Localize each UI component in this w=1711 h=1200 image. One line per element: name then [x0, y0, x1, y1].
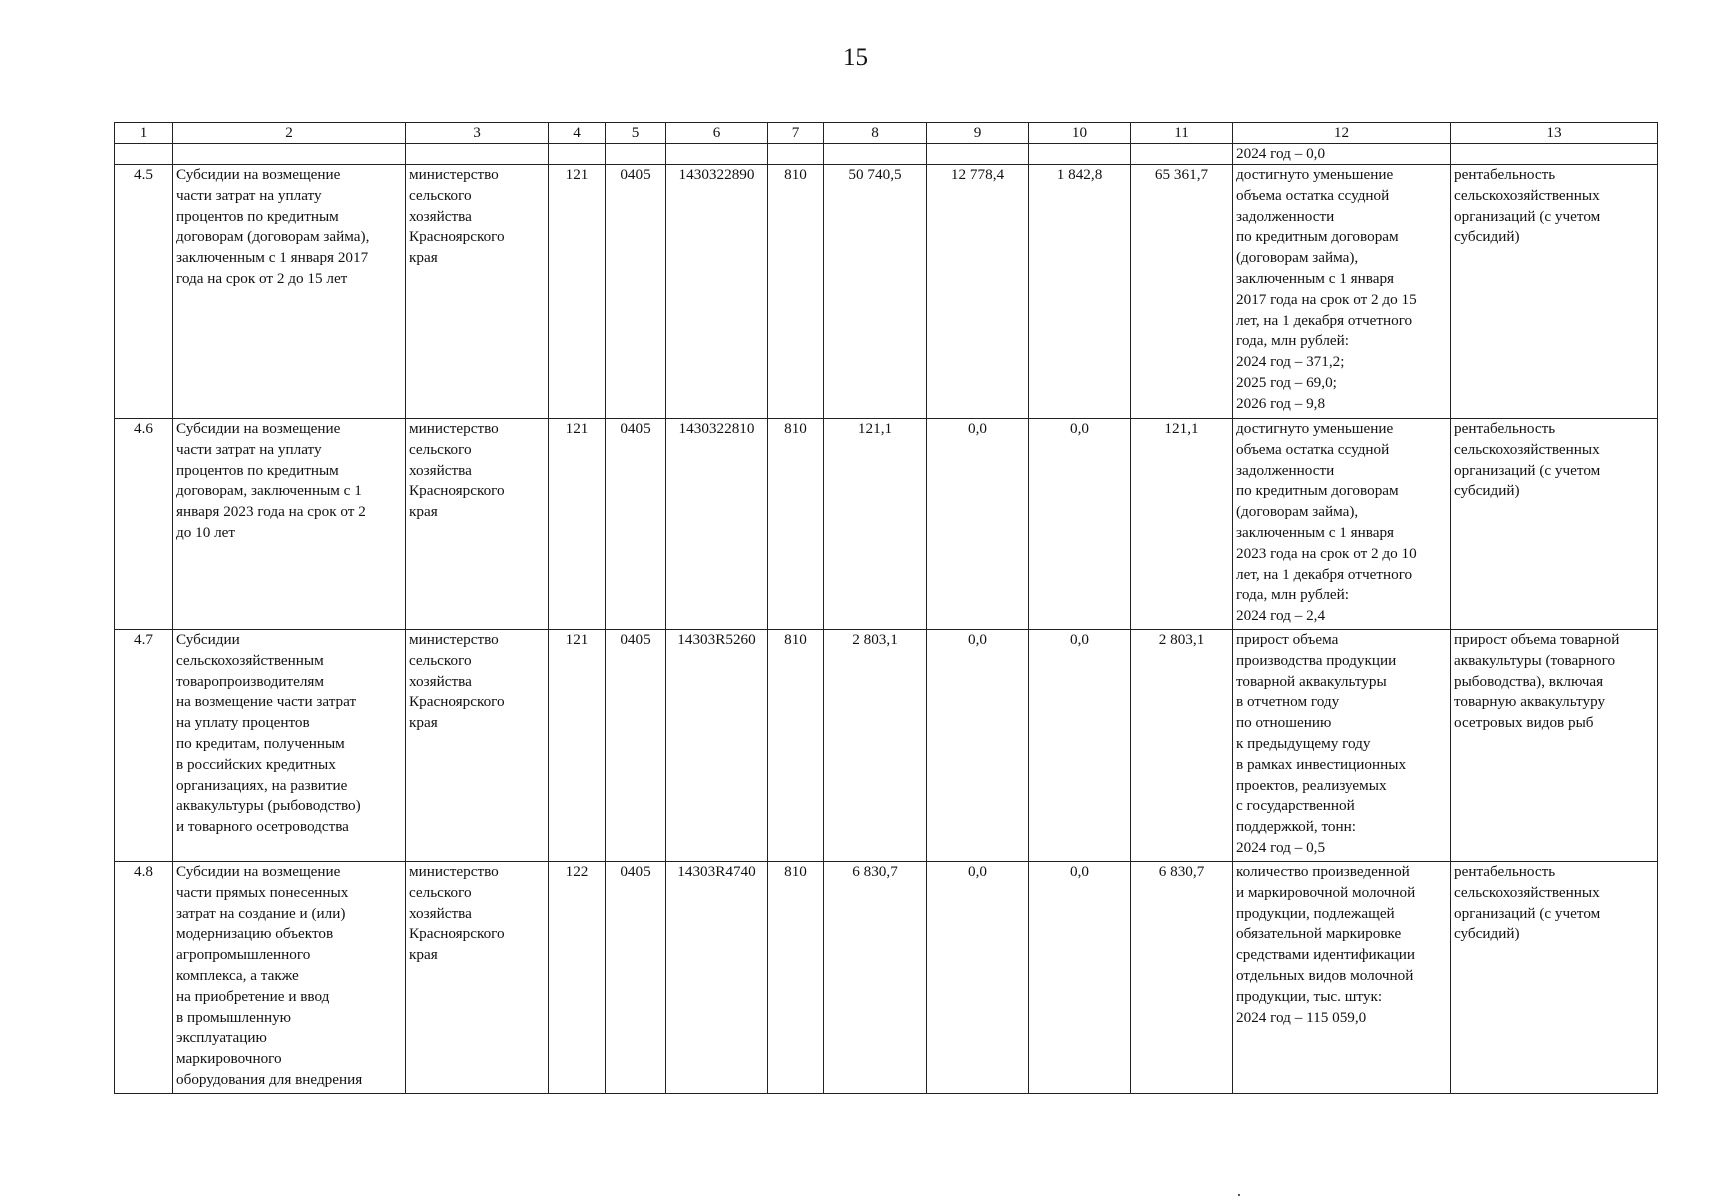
table-row [115, 419, 1658, 630]
expected-result: достигнуто уменьшение объема остатка ссудной задолженности по кредитным договорам (договорам займа), заключенным с 1 января 2017 года на срок от 2 до 15 лет, на 1 декабря отчетного года, млн рублей: 2024 год – 371,2; 2025 год – 69,0; 2026 год – 9,8 [1233, 165, 1451, 419]
target-article-code: 1430322890 [666, 165, 768, 419]
amount-col10: 0,0 [1029, 419, 1131, 630]
section-code: 0405 [606, 165, 666, 419]
header-cell: 1 [115, 123, 173, 144]
table-row [115, 630, 1658, 862]
header-cell: 5 [606, 123, 666, 144]
header-cell: 6 [666, 123, 768, 144]
responsible-executor: министерство сельского хозяйства Красноярского края [406, 862, 549, 1094]
measure-name: Субсидии на возмещение части прямых понесенных затрат на создание и (или) модернизацию объектов агропромышленного комплекса, а также на приобретение и ввод в промышленную эксплуатацию маркировочного оборудования для внедрения [173, 862, 406, 1094]
amount-total: 2 803,1 [1131, 630, 1233, 862]
amount-total: 65 361,7 [1131, 165, 1233, 419]
amount-col9: 12 778,4 [927, 165, 1029, 419]
header-cell: 3 [406, 123, 549, 144]
amount-col9: 0,0 [927, 630, 1029, 862]
target-indicator: рентабельность сельскохозяйственных организаций (с учетом субсидий) [1451, 862, 1658, 1094]
row-number: 4.5 [115, 165, 173, 419]
column-number-row [115, 123, 1658, 144]
header-cell: 11 [1131, 123, 1233, 144]
amount-total: 6 830,7 [1131, 862, 1233, 1094]
amount-col8: 6 830,7 [824, 862, 927, 1094]
amount-col8: 2 803,1 [824, 630, 927, 862]
expense-type-code: 810 [768, 630, 824, 862]
table-row [115, 165, 1658, 419]
header-cell: 4 [549, 123, 606, 144]
expected-result: количество произведенной и маркировочной молочной продукции, подлежащей обязательной маркировке средствами идентификации отдельных видов молочной продукции, тыс. штук: 2024 год – 115 059,0 [1233, 862, 1451, 1094]
responsible-executor: министерство сельского хозяйства Красноярского края [406, 165, 549, 419]
target-article-code: 1430322810 [666, 419, 768, 630]
subsidy-table [114, 122, 1658, 1094]
expense-type-code: 810 [768, 862, 824, 1094]
row-number: 4.7 [115, 630, 173, 862]
measure-name: Субсидии сельскохозяйственным товаропроизводителям на возмещение части затрат на уплату процентов по кредитам, полученным в российских кредитных организациях, на развитие аквакультуры (рыбоводство) и товарного осетроводства [173, 630, 406, 862]
target-article-code: 14303R5260 [666, 630, 768, 862]
amount-total: 121,1 [1131, 419, 1233, 630]
table-row [115, 862, 1658, 1094]
amount-col10: 0,0 [1029, 630, 1131, 862]
row-number: 4.8 [115, 862, 173, 1094]
target-indicator: прирост объема товарной аквакультуры (товарного рыбоводства), включая товарную аквакультуру осетровых видов рыб [1451, 630, 1658, 862]
grbs-code: 121 [549, 165, 606, 419]
header-cell: 12 [1233, 123, 1451, 144]
responsible-executor: министерство сельского хозяйства Красноярского края [406, 419, 549, 630]
measure-name: Субсидии на возмещение части затрат на уплату процентов по кредитным договорам (договорам займа), заключенным с 1 января 2017 года на срок от 2 до 15 лет [173, 165, 406, 419]
amount-col9: 0,0 [927, 862, 1029, 1094]
continuation-row [115, 144, 1658, 165]
section-code: 0405 [606, 630, 666, 862]
grbs-code: 122 [549, 862, 606, 1094]
header-cell: 9 [927, 123, 1029, 144]
amount-col8: 121,1 [824, 419, 927, 630]
target-indicator: рентабельность сельскохозяйственных организаций (с учетом субсидий) [1451, 165, 1658, 419]
header-cell: 7 [768, 123, 824, 144]
expected-result: достигнуто уменьшение объема остатка ссудной задолженности по кредитным договорам (договорам займа), заключенным с 1 января 2023 года на срок от 2 до 10 лет, на 1 декабря отчетного года, млн рублей: 2024 год – 2,4 [1233, 419, 1451, 630]
amount-col10: 1 842,8 [1029, 165, 1131, 419]
section-code: 0405 [606, 419, 666, 630]
expense-type-code: 810 [768, 165, 824, 419]
grbs-code: 121 [549, 630, 606, 862]
amount-col9: 0,0 [927, 419, 1029, 630]
header-cell: 10 [1029, 123, 1131, 144]
amount-col8: 50 740,5 [824, 165, 927, 419]
continuation-result: 2024 год – 0,0 [1233, 144, 1451, 165]
grbs-code: 121 [549, 419, 606, 630]
responsible-executor: министерство сельского хозяйства Красноярского края [406, 630, 549, 862]
scan-speck [1238, 1194, 1240, 1196]
header-cell: 13 [1451, 123, 1658, 144]
expense-type-code: 810 [768, 419, 824, 630]
header-cell: 8 [824, 123, 927, 144]
target-article-code: 14303R4740 [666, 862, 768, 1094]
target-indicator: рентабельность сельскохозяйственных организаций (с учетом субсидий) [1451, 419, 1658, 630]
amount-col10: 0,0 [1029, 862, 1131, 1094]
measure-name: Субсидии на возмещение части затрат на уплату процентов по кредитным договорам, заключенным с 1 января 2023 года на срок от 2 до 10 лет [173, 419, 406, 630]
section-code: 0405 [606, 862, 666, 1094]
row-number: 4.6 [115, 419, 173, 630]
header-cell: 2 [173, 123, 406, 144]
page-number: 15 [843, 44, 868, 71]
expected-result: прирост объема производства продукции товарной аквакультуры в отчетном году по отношению к предыдущему году в рамках инвестиционных проектов, реализуемых с государственной поддержкой, тонн: 2024 год – 0,5 [1233, 630, 1451, 862]
